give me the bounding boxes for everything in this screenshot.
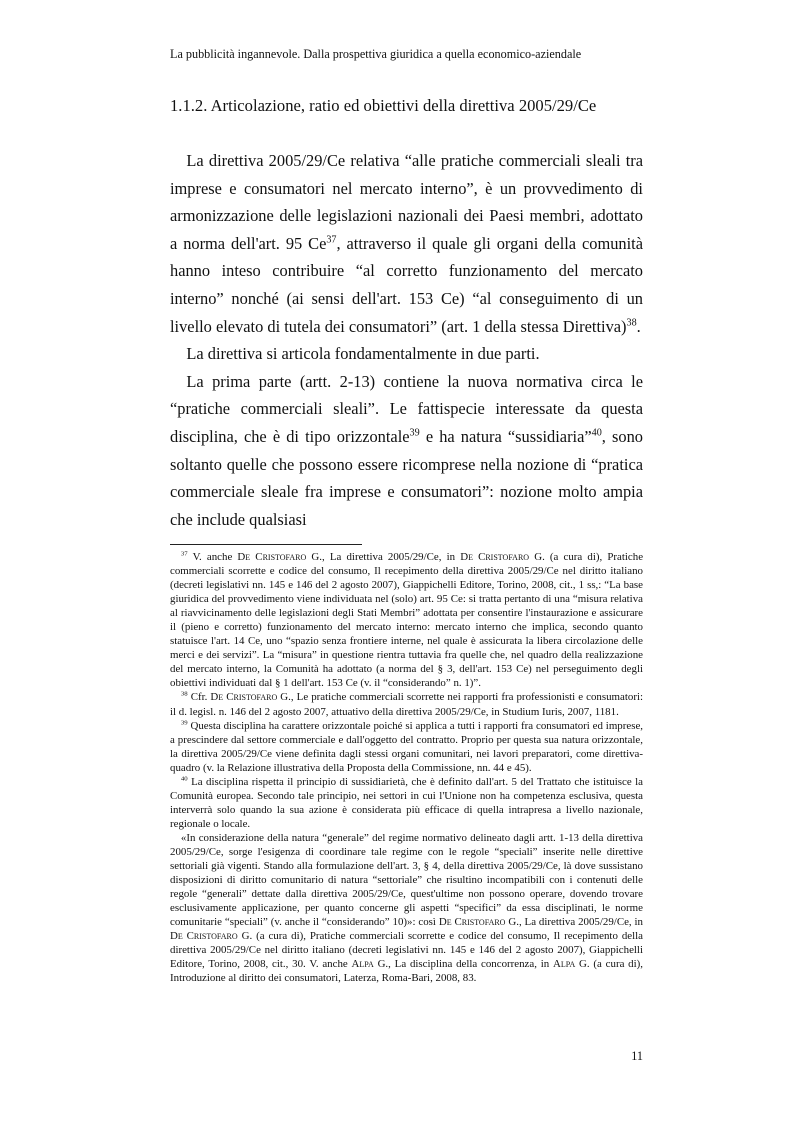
footnote-text: G., La disciplina della concorrenza, in	[373, 958, 553, 971]
paragraph-text: e ha natura “sussidiaria”	[419, 426, 592, 446]
author-name: De Cristofaro	[438, 916, 506, 929]
footnote-number: 38	[180, 690, 188, 698]
footnote-text: V. anche	[187, 551, 238, 563]
footnote-40-continued	[170, 831, 643, 986]
footnote-number: 37	[180, 550, 188, 558]
footnote-text: G. (a cura di), Pratiche commerciali scorrette e codice del consumo, Il recepimento della direttiva 2005/29/Ce nel diritto italiano (decreti legislativi nn. 145 e 146 del 2 agosto 2007), Giappichelli Editore, Torino, 2008, cit., 30. V. anche	[170, 930, 643, 971]
footnote-40	[170, 775, 643, 831]
footnote-38	[170, 690, 643, 718]
footnote-text: G., La direttiva 2005/29/Ce, in	[505, 916, 644, 929]
footnote-number: 39	[180, 718, 188, 726]
author-name: De Cristofaro	[170, 930, 238, 943]
paragraph-text: .	[636, 316, 641, 336]
page-number: 11	[631, 1049, 643, 1063]
footnote-text: G. (a cura di), Introduzione al diritto dei consumatori, Laterza, Roma-Bari, 2008, 83.	[170, 958, 644, 985]
paragraph-text: La direttiva si articola fondamentalmente in due parti.	[186, 344, 540, 364]
footnote-text: G., La direttiva 2005/29/Ce, in	[306, 551, 461, 563]
author-name: De Cristofaro	[237, 551, 307, 563]
paragraph	[170, 368, 643, 534]
author-name: Alpa	[553, 958, 576, 971]
footnote-text: Questa disciplina ha carattere orizzontale poiché si applica a tutti i rapporti fra consumatori ed imprese, a prescindere dal settore commerciale e dall'oggetto del contratto. Proprio per questa sua natura orizzontale, la direttiva 2005/29/Ce viene definita dagli stessi organi comunitari, nei lavori preparatori, come direttiva-quadro (v. la Relazione illustrativa della Proposta della Commissione, nn. 44 e 45).	[170, 719, 643, 774]
footnote-ref[interactable]: 40	[591, 427, 602, 439]
footnote-39	[170, 719, 643, 775]
paragraph-text: , attraverso il quale gli organi della comunità hanno inteso contribuire “al corretto funzionamento del mercato interno” nonché (ai sensi dell'art. 153 Ce) “al conseguimento di un livello elevato di tutela dei consumatori” (art. 1 della stessa Direttiva)	[170, 233, 643, 336]
footnote-text: Cfr.	[187, 691, 211, 704]
running-header: La pubblicità ingannevole. Dalla prospettiva giuridica a quella economico-aziendale	[170, 47, 582, 61]
footnote-ref[interactable]: 37	[326, 234, 337, 246]
footnote-ref[interactable]: 38	[626, 317, 637, 329]
footnote-number: 40	[180, 775, 188, 783]
footnotes	[170, 550, 643, 985]
author-name: De Cristofaro	[460, 551, 530, 563]
author-name: Alpa	[351, 958, 374, 971]
footnote-37	[170, 550, 643, 690]
paragraph	[170, 147, 643, 340]
footnote-text: G., Le pratiche commerciali scorrette nei rapporti fra professionisti e consumatori: il d. legisl. n. 146 del 2 agosto 2007, attuativo della direttiva 2005/29/Ce, in Studium Iuris, 2007, 1181.	[170, 691, 644, 718]
paragraph-text: La direttiva 2005/29/Ce relativa “alle pratiche commerciali sleali tra imprese e consumatori nel mercato interno”, è un provvedimento di armonizzazione delle legislazioni nazionali dei Paesi membri, adottato a norma dell'art. 95 Ce	[170, 151, 643, 253]
paragraph-text: La prima parte (artt. 2-13) contiene la nuova normativa circa le “pratiche commerciali sleali”. Le fattispecie interessate da questa disciplina, che è di tipo orizzontale	[170, 371, 643, 446]
footnote-text: G. (a cura di), Pratiche commerciali scorrette e codice del consumo, Il recepimento della direttiva 2005/29/Ce nel diritto italiano (decreti legislativi nn. 145 e 146 del 2 agosto 2007), Giappichelli Editore, Torino, 2008, cit., 1 ss,: “La base giuridica del provvedimento viene individuata nel (solo) art. 95 Ce: si tratta pertanto di una “misura relativa al riavvicinamento delle legislazioni degli Stati Membri” adottata per consentire l'instaurazione e assicurare il (pieno e corretto) funzionamento del mercato interno: mercato interno che implica, secondo quanto statuisce l'art. 14 Ce, uno “spazio senza frontiere interne, nel quale è assicurata la libera circolazione delle merci e dei servizi”. La “misura” in questione rientra tuttavia fra quelle che, nel quadro della realizzazione del mercato interno, la Comunità ha adottato (a norma del § 3, dell'art. 153 Ce) nel perseguimento degli obiettivi individuati dal § 1 dell'art. 153 Ce (v. il “considerando” n. 1)”.	[170, 551, 644, 690]
paragraph	[170, 340, 643, 368]
footnote-separator	[170, 544, 362, 545]
paragraph-text: , sono soltanto quelle che possono essere ricomprese nella nozione di “pratica commerciale sleale fra imprese e consumatori”: nozione molto ampia che include qualsiasi	[170, 426, 643, 529]
author-name: De Cristofaro	[210, 691, 278, 704]
section-title: 1.1.2. Articolazione, ratio ed obiettivi della direttiva 2005/29/Ce	[170, 96, 597, 115]
footnote-text: La disciplina rispetta il principio di sussidiarietà, che è definito dall'art. 5 del Trattato che istituisce la Comunità europea. Secondo tale principio, nei settori in cui l'Unione non ha competenza esclusiva, questa interverrà solo quando la sua azione è considerata più efficace di quella intrapresa a livello nazionale, regionale o locale.	[170, 775, 643, 830]
footnote-ref[interactable]: 39	[409, 427, 420, 439]
footnote-text: «In considerazione della natura “generale” del regime normativo delineato dagli artt. 1-13 della direttiva 2005/29/Ce, sorge l'esigenza di coordinare tale regime con le regole “speciali” inserite nelle direttive settoriali già vigenti. Stando alla formulazione dell'art. 3, § 4, della direttiva 2005/29/Ce, là dove sussistano disposizioni di diritto comunitario di natura “settoriale” che risultino incompatibili con i contenuti delle regole “generali” dettate dalla direttiva 2005/29/Ce, quest'ultime non possono operare, dovendo trovare esclusivamente applicazione, per quanto concerne gli aspetti “specifici” da essa disciplinati, le norme comunitarie “speciali” (v. anche il “considerando” 10)»: così	[170, 831, 643, 929]
body-text	[170, 147, 643, 533]
